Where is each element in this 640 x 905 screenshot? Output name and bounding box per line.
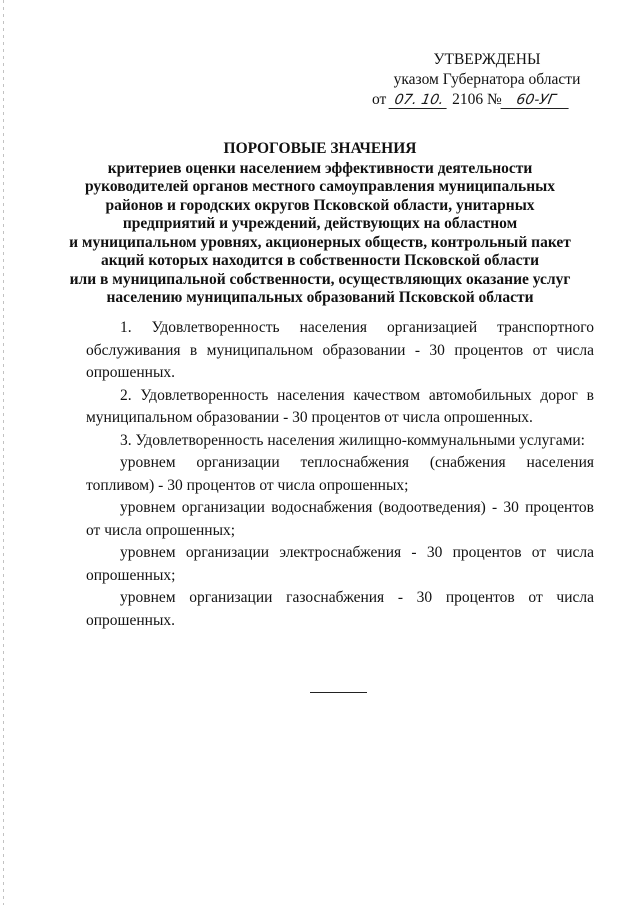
approval-authority: указом Губернатора области (393, 71, 581, 88)
title-main: ПОРОГОВЫЕ ЗНАЧЕНИЯ (223, 140, 417, 157)
paragraph-housing-utilities: 3. Удовлетворенность населения жилищно-коммунальными услугами: (120, 431, 585, 449)
approval-block (372, 50, 602, 110)
paragraph-roads: 2. Удовлетворенность населения качеством автомобильных дорог в муниципальном образовании - 30 процентов от числа опрошенных. (86, 386, 594, 426)
paragraph-electricity: уровнем организации электроснабжения - 30 процентов от числа опрошенных; (86, 544, 594, 584)
approval-date-prefix: от (372, 91, 387, 108)
paragraph-transport: 1. Удовлетворенность населения организацией транспортного обслуживания в муниципальном образовании - 30 процентов от числа опрошенных. (86, 319, 594, 381)
handwritten-date: 07. 10. (389, 92, 450, 109)
scan-edge (3, 0, 4, 905)
closing-rule (310, 692, 367, 693)
document-title (60, 140, 580, 308)
approval-heading: УТВЕРЖДЕНЫ (433, 51, 541, 68)
paragraph-gas-supply: уровнем организации газоснабжения - 30 процентов от числа опрошенных. (86, 589, 594, 629)
paragraph-heat-supply: уровнем организации теплоснабжения (снабжения населения топливом) - 30 процентов от числа опрошенных; (86, 454, 594, 494)
document-body (86, 317, 594, 632)
title-subtitle: критериев оценки населением эффективности деятельности руководителей органов местного самоуправления муниципальных районов и городских округов Псковской области, унитарных предприятий и учреждений, действующих на областном и муниципальном уровнях, акционерных обществ, контрольный пакет акций которых находится в собственности Псковской области или в муниципальной собственности, осуществляющих оказание услуг населению муниципальных образований Псковской области (69, 159, 571, 306)
handwritten-decree-number: 60-УГ (500, 92, 571, 109)
paragraph-water-supply: уровнем организации водоснабжения (водоотведения) - 30 процентов от числа опрошенных; (86, 499, 594, 539)
approval-year-number-label: 2106 № (452, 91, 502, 108)
approval-reference (372, 90, 602, 110)
